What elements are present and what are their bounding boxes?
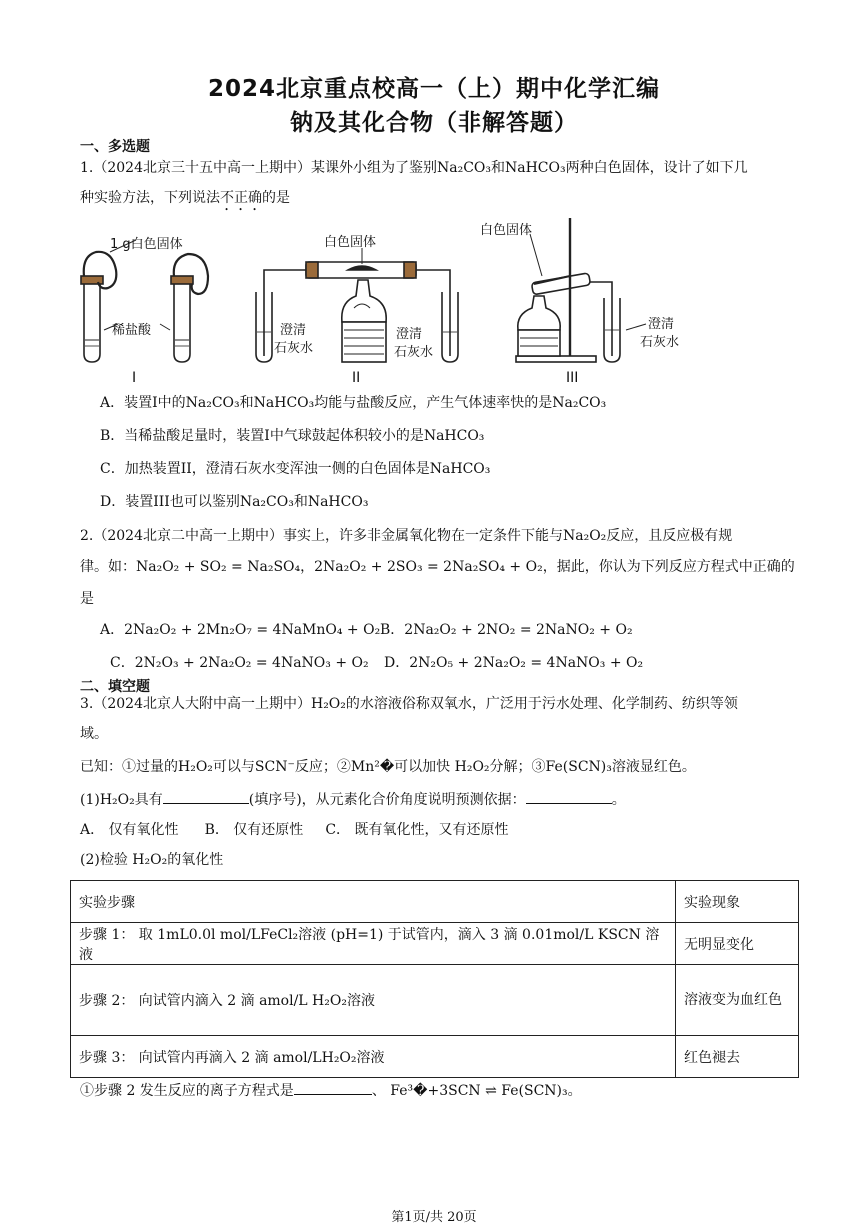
q1-stem-line1: 1.（2024北京三十五中高一上期中）某课外小组为了鉴别Na₂CO₃和NaHCO₃两种白色固体，设计了如下几 <box>80 160 748 176</box>
page-title: 2024北京重点校高一（上）期中化学汇编 <box>207 76 660 102</box>
answer-blank-3[interactable] <box>294 1080 372 1095</box>
q2-option-c: C．2N₂O₃ + 2Na₂O₂ = 4NaNO₃ + O₂ <box>110 655 369 671</box>
q3-part3 <box>80 1080 582 1101</box>
q1-option-d: D．装置III也可以鉴别Na₂CO₃和NaHCO₃ <box>100 494 369 510</box>
label-iii-solid: 白色固体 <box>480 223 533 238</box>
table-cell: 无明显变化 <box>676 923 799 965</box>
q3-part3-text-b: 、 Fe³�+3SCN ⇌ Fe(SCN)₃。 <box>371 1083 582 1099</box>
q3-part1-text-a: (1)H₂O₂具有 <box>80 792 163 808</box>
q3-part2: (2)检验 H₂O₂的氧化性 <box>80 852 224 868</box>
table-cell: 步骤 3： 向试管内再滴入 2 滴 amol/LH₂O₂溶液 <box>71 1036 676 1078</box>
q2-stem-line2: 律。如：Na₂O₂ + SO₂ = Na₂SO₄，2Na₂O₂ + 2SO₃ = 2Na₂SO₄ + O₂，据此，你认为下列反应方程式中正确的 <box>80 559 795 575</box>
q1-apparatus-figure <box>70 212 790 387</box>
q3-part1-text-c: 。 <box>611 792 626 808</box>
table-header-cell: 实验现象 <box>676 881 799 923</box>
q3-part3-text-a: ①步骤 2 发生反应的离子方程式是 <box>80 1083 294 1099</box>
q3-known-conditions: 已知：①过量的H₂O₂可以与SCN⁻反应；②Mn²�可以加快 H₂O₂分解；③Fe(SCN)₃溶液显红色。 <box>80 759 696 775</box>
q2-option-d: D．2N₂O₅ + 2Na₂O₂ = 4NaNO₃ + O₂ <box>384 655 644 671</box>
q3-part1 <box>80 789 626 810</box>
table-row <box>71 965 799 1036</box>
label-iii-lime: 澄清 <box>648 317 675 332</box>
caption-i: I <box>132 370 137 386</box>
table-row <box>71 1036 799 1078</box>
label-iii-lime-2: 石灰水 <box>640 335 680 350</box>
q1-stem-text: 种实验方法，下列说法 <box>80 190 220 206</box>
q1-option-b: B．当稀盐酸足量时，装置I中气球鼓起体积较小的是NaHCO₃ <box>100 428 485 444</box>
label-ii-lime-right: 澄清 <box>396 327 423 342</box>
q1-option-a: A．装置I中的Na₂CO₃和NaHCO₃均能与盐酸反应，产生气体速率快的是Na₂CO₃ <box>100 395 607 411</box>
label-i-solid: 1 g白色固体 <box>110 237 183 252</box>
section-heading-multi-choice: 一、多选题 <box>80 139 150 155</box>
q3-stem-line1: 3.（2024北京人大附中高一上期中）H₂O₂的水溶液俗称双氧水，广泛用于污水处理、化学制药、纺织等领 <box>80 696 738 712</box>
answer-blank-1[interactable] <box>163 789 249 804</box>
table-header-row <box>71 881 799 923</box>
table-cell: 溶液变为血红色 <box>676 965 799 1036</box>
table-header-cell: 实验步骤 <box>71 881 676 923</box>
answer-blank-2[interactable] <box>526 789 612 804</box>
q1-stem-line2 <box>80 188 290 214</box>
q2-stem-line3: 是 <box>80 591 94 607</box>
apparatus-iii <box>516 218 646 362</box>
caption-ii: II <box>352 370 361 386</box>
q3-part1-option-c: C． 既有氧化性，又有还原性 <box>325 822 509 838</box>
label-ii-lime-right-2: 石灰水 <box>394 345 434 360</box>
table-cell: 步骤 2： 向试管内滴入 2 滴 amol/L H₂O₂溶液 <box>71 965 676 1036</box>
table-cell: 红色褪去 <box>676 1036 799 1078</box>
table-cell: 步骤 1： 取 1mL0.0l mol/LFeCl₂溶液 (pH=1) 于试管内，滴入 3 滴 0.01mol/L KSCN 溶液 <box>71 923 676 965</box>
label-ii-lime-left-2: 石灰水 <box>274 341 314 356</box>
experiment-table <box>70 880 799 1078</box>
q2-stem-line1: 2.（2024北京二中高一上期中）事实上，许多非金属氧化物在一定条件下能与Na₂O₂反应，且反应极有规 <box>80 528 733 544</box>
q3-stem-line2: 域。 <box>80 726 108 742</box>
q3-part1-option-a: A． 仅有氧化性 <box>80 822 179 838</box>
table-row <box>71 923 799 965</box>
apparatus-i-left-tube <box>81 252 116 362</box>
page-number: 第1页/共 20页 <box>391 1210 477 1225</box>
q1-stem-tail: 的是 <box>262 190 290 206</box>
q2-option-b: B．2Na₂O₂ + 2NO₂ = 2NaNO₂ + O₂ <box>380 622 633 638</box>
section-heading-fill-blank: 二、填空题 <box>80 679 150 695</box>
q3-part1-options <box>80 820 508 840</box>
q2-option-a: A．2Na₂O₂ + 2Mn₂O₇ = 4NaMnO₄ + O₂ <box>100 622 381 638</box>
q3-part1-option-b: B． 仅有还原性 <box>204 822 304 838</box>
q1-option-c: C．加热装置II，澄清石灰水变浑浊一侧的白色固体是NaHCO₃ <box>100 461 491 477</box>
page-subtitle: 钠及其化合物（非解答题） <box>290 110 578 136</box>
label-ii-lime-left: 澄清 <box>280 323 307 338</box>
q1-emphasis-text: 不正确 <box>220 190 262 206</box>
label-i-acid: 稀盐酸 <box>112 323 152 338</box>
q3-part1-text-b: (填序号)，从元素化合价角度说明预测依据： <box>248 792 526 808</box>
caption-iii: III <box>566 370 579 386</box>
label-ii-solid: 白色固体 <box>324 235 377 250</box>
apparatus-i-right-tube <box>171 254 208 362</box>
